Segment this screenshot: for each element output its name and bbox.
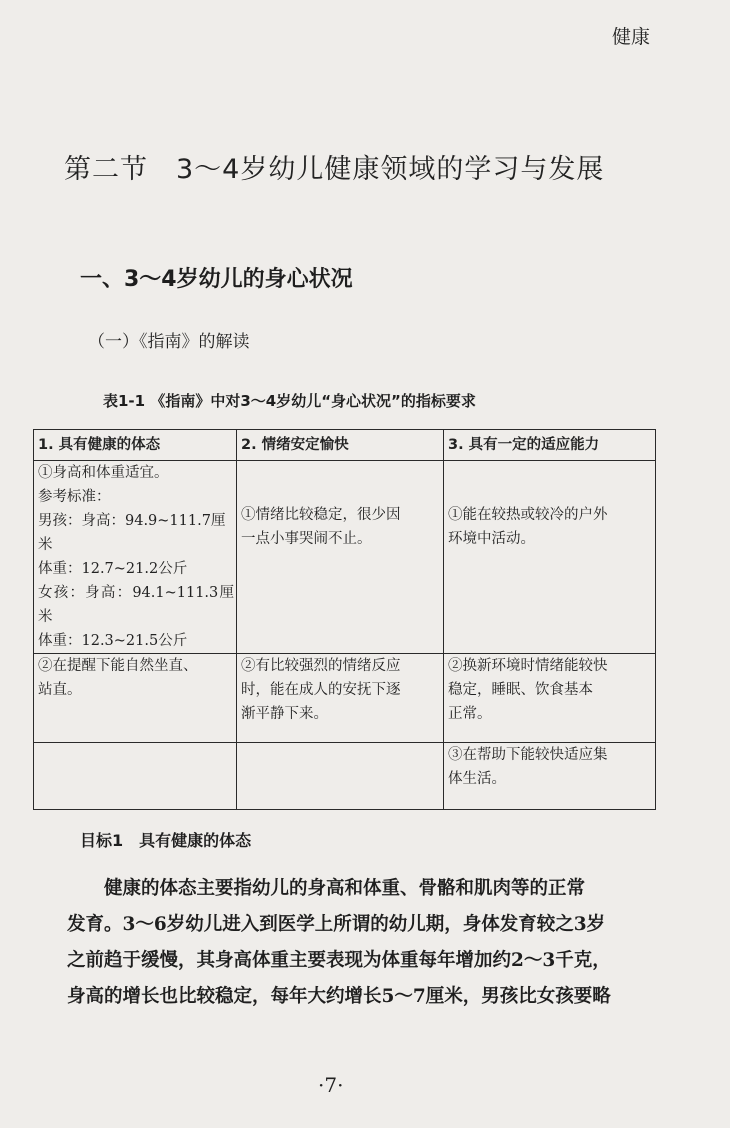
- indicator-table: [33, 429, 656, 810]
- table-header-cell: 3. 具有一定的适应能力: [444, 430, 656, 461]
- cell-line: 站直。: [38, 682, 82, 698]
- table-cell: [237, 743, 444, 810]
- cell-line: 男孩：身高：94.9~111.7厘: [38, 513, 226, 529]
- table-cell: [444, 654, 656, 743]
- table-cell: [237, 654, 444, 743]
- table-header-cell: 1. 具有健康的体态: [34, 430, 237, 461]
- cell-line: 环境中活动。: [448, 531, 535, 547]
- cell-line: 参考标准：: [38, 489, 111, 505]
- cell-line: 体生活。: [448, 771, 506, 787]
- goal-heading: 目标1 具有健康的体态: [80, 831, 252, 850]
- cell-line: 女孩：身高：94.1~111.3厘米: [38, 585, 234, 625]
- table-header-cell: 2. 情绪安定愉快: [237, 430, 444, 461]
- table-header-row: [34, 430, 656, 461]
- table-cell: [34, 461, 237, 654]
- cell-line: 一点小事哭闹不止。: [241, 531, 372, 547]
- cell-line: ③在帮助下能较快适应集: [448, 747, 608, 763]
- paragraph-line: 发育。3～6岁幼儿进入到医学上所谓的幼儿期，身体发育较之3岁: [67, 914, 606, 935]
- running-header: 健康: [611, 26, 650, 48]
- table-cell: [34, 743, 237, 810]
- cell-line: 正常。: [448, 706, 492, 722]
- cell-line: 体重：12.3~21.5公斤: [38, 633, 188, 649]
- cell-line: ①情绪比较稳定，很少因: [241, 507, 401, 523]
- cell-line: ②换新环境时情绪能较快: [448, 658, 608, 674]
- page-number: ·7·: [318, 1073, 344, 1097]
- cell-line: 渐平静下来。: [241, 706, 328, 722]
- sub-heading: （一）《指南》的解读: [88, 332, 250, 352]
- cell-line: 米: [38, 537, 53, 553]
- cell-line: ①身高和体重适宜。: [38, 465, 169, 481]
- table-cell: [34, 654, 237, 743]
- table-caption: 表1-1 《指南》中对3～4岁幼儿“身心状况”的指标要求: [103, 392, 476, 410]
- table-row: [34, 461, 656, 654]
- paragraph-line: 健康的体态主要指幼儿的身高和体重、骨骼和肌肉等的正常: [67, 878, 586, 899]
- cell-line: 稳定，睡眠、饮食基本: [448, 682, 593, 698]
- paragraph-line: 之前趋于缓慢，其身高体重主要表现为体重每年增加约2～3千克，: [67, 950, 611, 971]
- table-row: [34, 654, 656, 743]
- section-title: 第二节 3～4岁幼儿健康领域的学习与发展: [64, 154, 605, 185]
- cell-line: ②在提醒下能自然坐直、: [38, 658, 198, 674]
- table-cell: [444, 461, 656, 654]
- cell-line: ②有比较强烈的情绪反应: [241, 658, 401, 674]
- subsection-title: 一、3～4岁幼儿的身心状况: [80, 267, 353, 292]
- cell-line: ①能在较热或较冷的户外: [448, 507, 608, 523]
- table-cell: [237, 461, 444, 654]
- table-row: [34, 743, 656, 810]
- body-paragraph: [67, 871, 659, 1015]
- cell-line: 体重：12.7~21.2公斤: [38, 561, 188, 577]
- paragraph-line: 身高的增长也比较稳定，每年大约增长5～7厘米，男孩比女孩要略: [67, 986, 611, 1007]
- cell-line: 时，能在成人的安抚下逐: [241, 682, 401, 698]
- table-cell: [444, 743, 656, 810]
